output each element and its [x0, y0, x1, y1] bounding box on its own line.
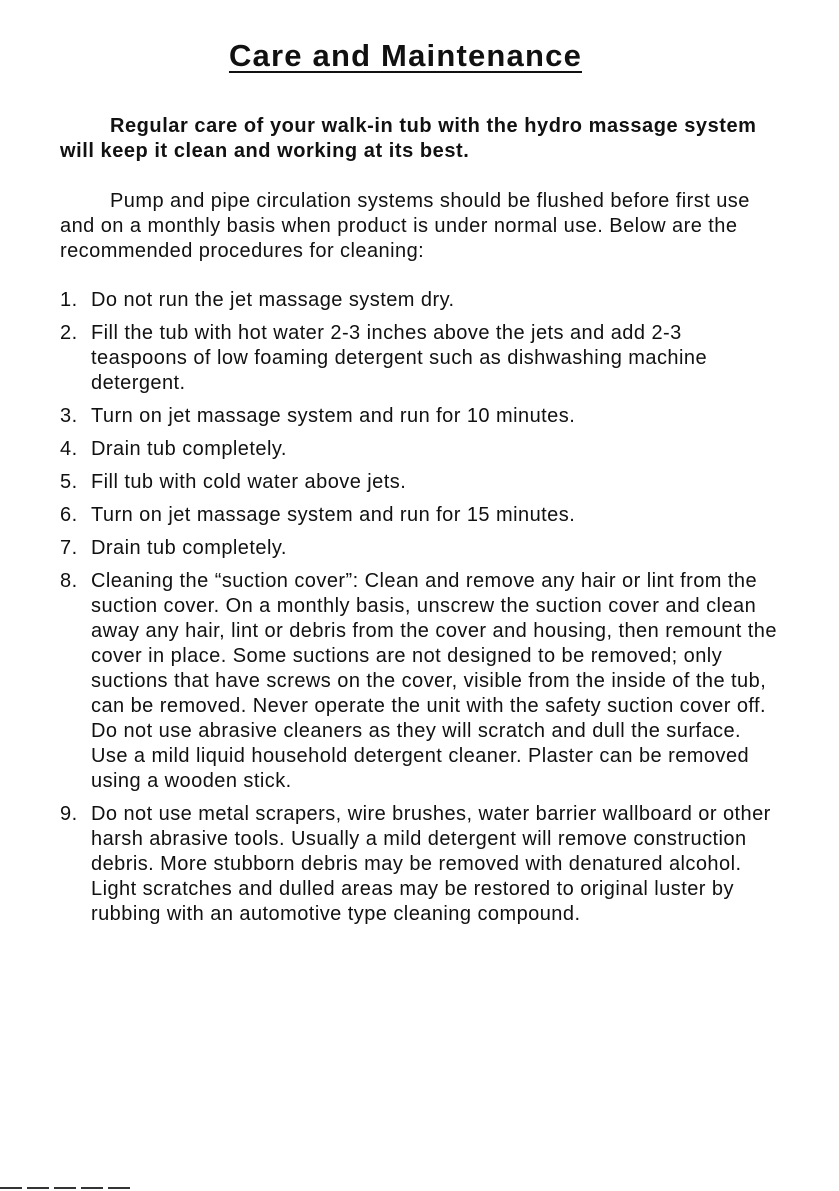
step-text: Do not use metal scrapers, wire brushes, water barrier wallboard or other harsh abrasive tools. Usually a mild detergent will remove construction debris. More stubborn debris may be removed with denatured alcohol. Light scratches and dulled areas may be restored to original luster by rubbing with an automotive type cleaning compound. [91, 803, 771, 925]
step-text: Drain tub completely. [91, 438, 287, 460]
step-text: Fill the tub with hot water 2-3 inches above the jets and add 2-3 teaspoons of low foaming detergent such as dishwashing machine detergent. [91, 322, 708, 394]
step-text: Do not run the jet massage system dry. [91, 289, 455, 311]
step-text: Cleaning the “suction cover”: Clean and remove any hair or lint from the suction cover. On a monthly basis, unscrew the suction cover and clean away any hair, lint or debris from the cover and housing, then remount the cover in place. Some suctions are not designed to be removed; only suctions that have screws on the cover, visible from the inside of the tub, can be removed. Never operate the unit with the safety suction cover off. Do not use abrasive cleaners as they will scratch and dull the surface. Use a mild liquid household detergent cleaner. Plaster can be removed using a wooden stick. [91, 570, 777, 792]
circulation-paragraph: Pump and pipe circulation systems should be flushed before first use and on a monthly basis when product is under normal use. Below are the recommended procedures for cleaning: [60, 190, 750, 262]
step-8 [60, 569, 780, 794]
cleaning-steps-list [60, 288, 780, 935]
step-number: 4. [60, 438, 78, 460]
page-edge-marks [0, 1187, 130, 1189]
step-9 [60, 802, 780, 927]
step-text: Turn on jet massage system and run for 15 minutes. [91, 504, 576, 526]
step-number: 6. [60, 504, 78, 526]
step-4 [60, 437, 780, 462]
step-number: 9. [60, 803, 78, 825]
step-number: 1. [60, 289, 78, 311]
page-title: Care and Maintenance [228, 38, 583, 73]
step-6 [60, 503, 780, 528]
step-text: Drain tub completely. [91, 537, 287, 559]
step-text: Turn on jet massage system and run for 10 minutes. [91, 405, 576, 427]
step-2 [60, 321, 780, 396]
step-text: Fill tub with cold water above jets. [91, 471, 407, 493]
step-number: 8. [60, 570, 78, 592]
step-number: 3. [60, 405, 78, 427]
step-number: 5. [60, 471, 78, 493]
step-5 [60, 470, 780, 495]
step-1 [60, 288, 780, 313]
step-3 [60, 404, 780, 429]
step-number: 2. [60, 322, 78, 344]
step-number: 7. [60, 537, 78, 559]
step-7 [60, 536, 780, 561]
intro-paragraph: Regular care of your walk-in tub with the hydro massage system will keep it clean and working at its best. [60, 115, 757, 162]
